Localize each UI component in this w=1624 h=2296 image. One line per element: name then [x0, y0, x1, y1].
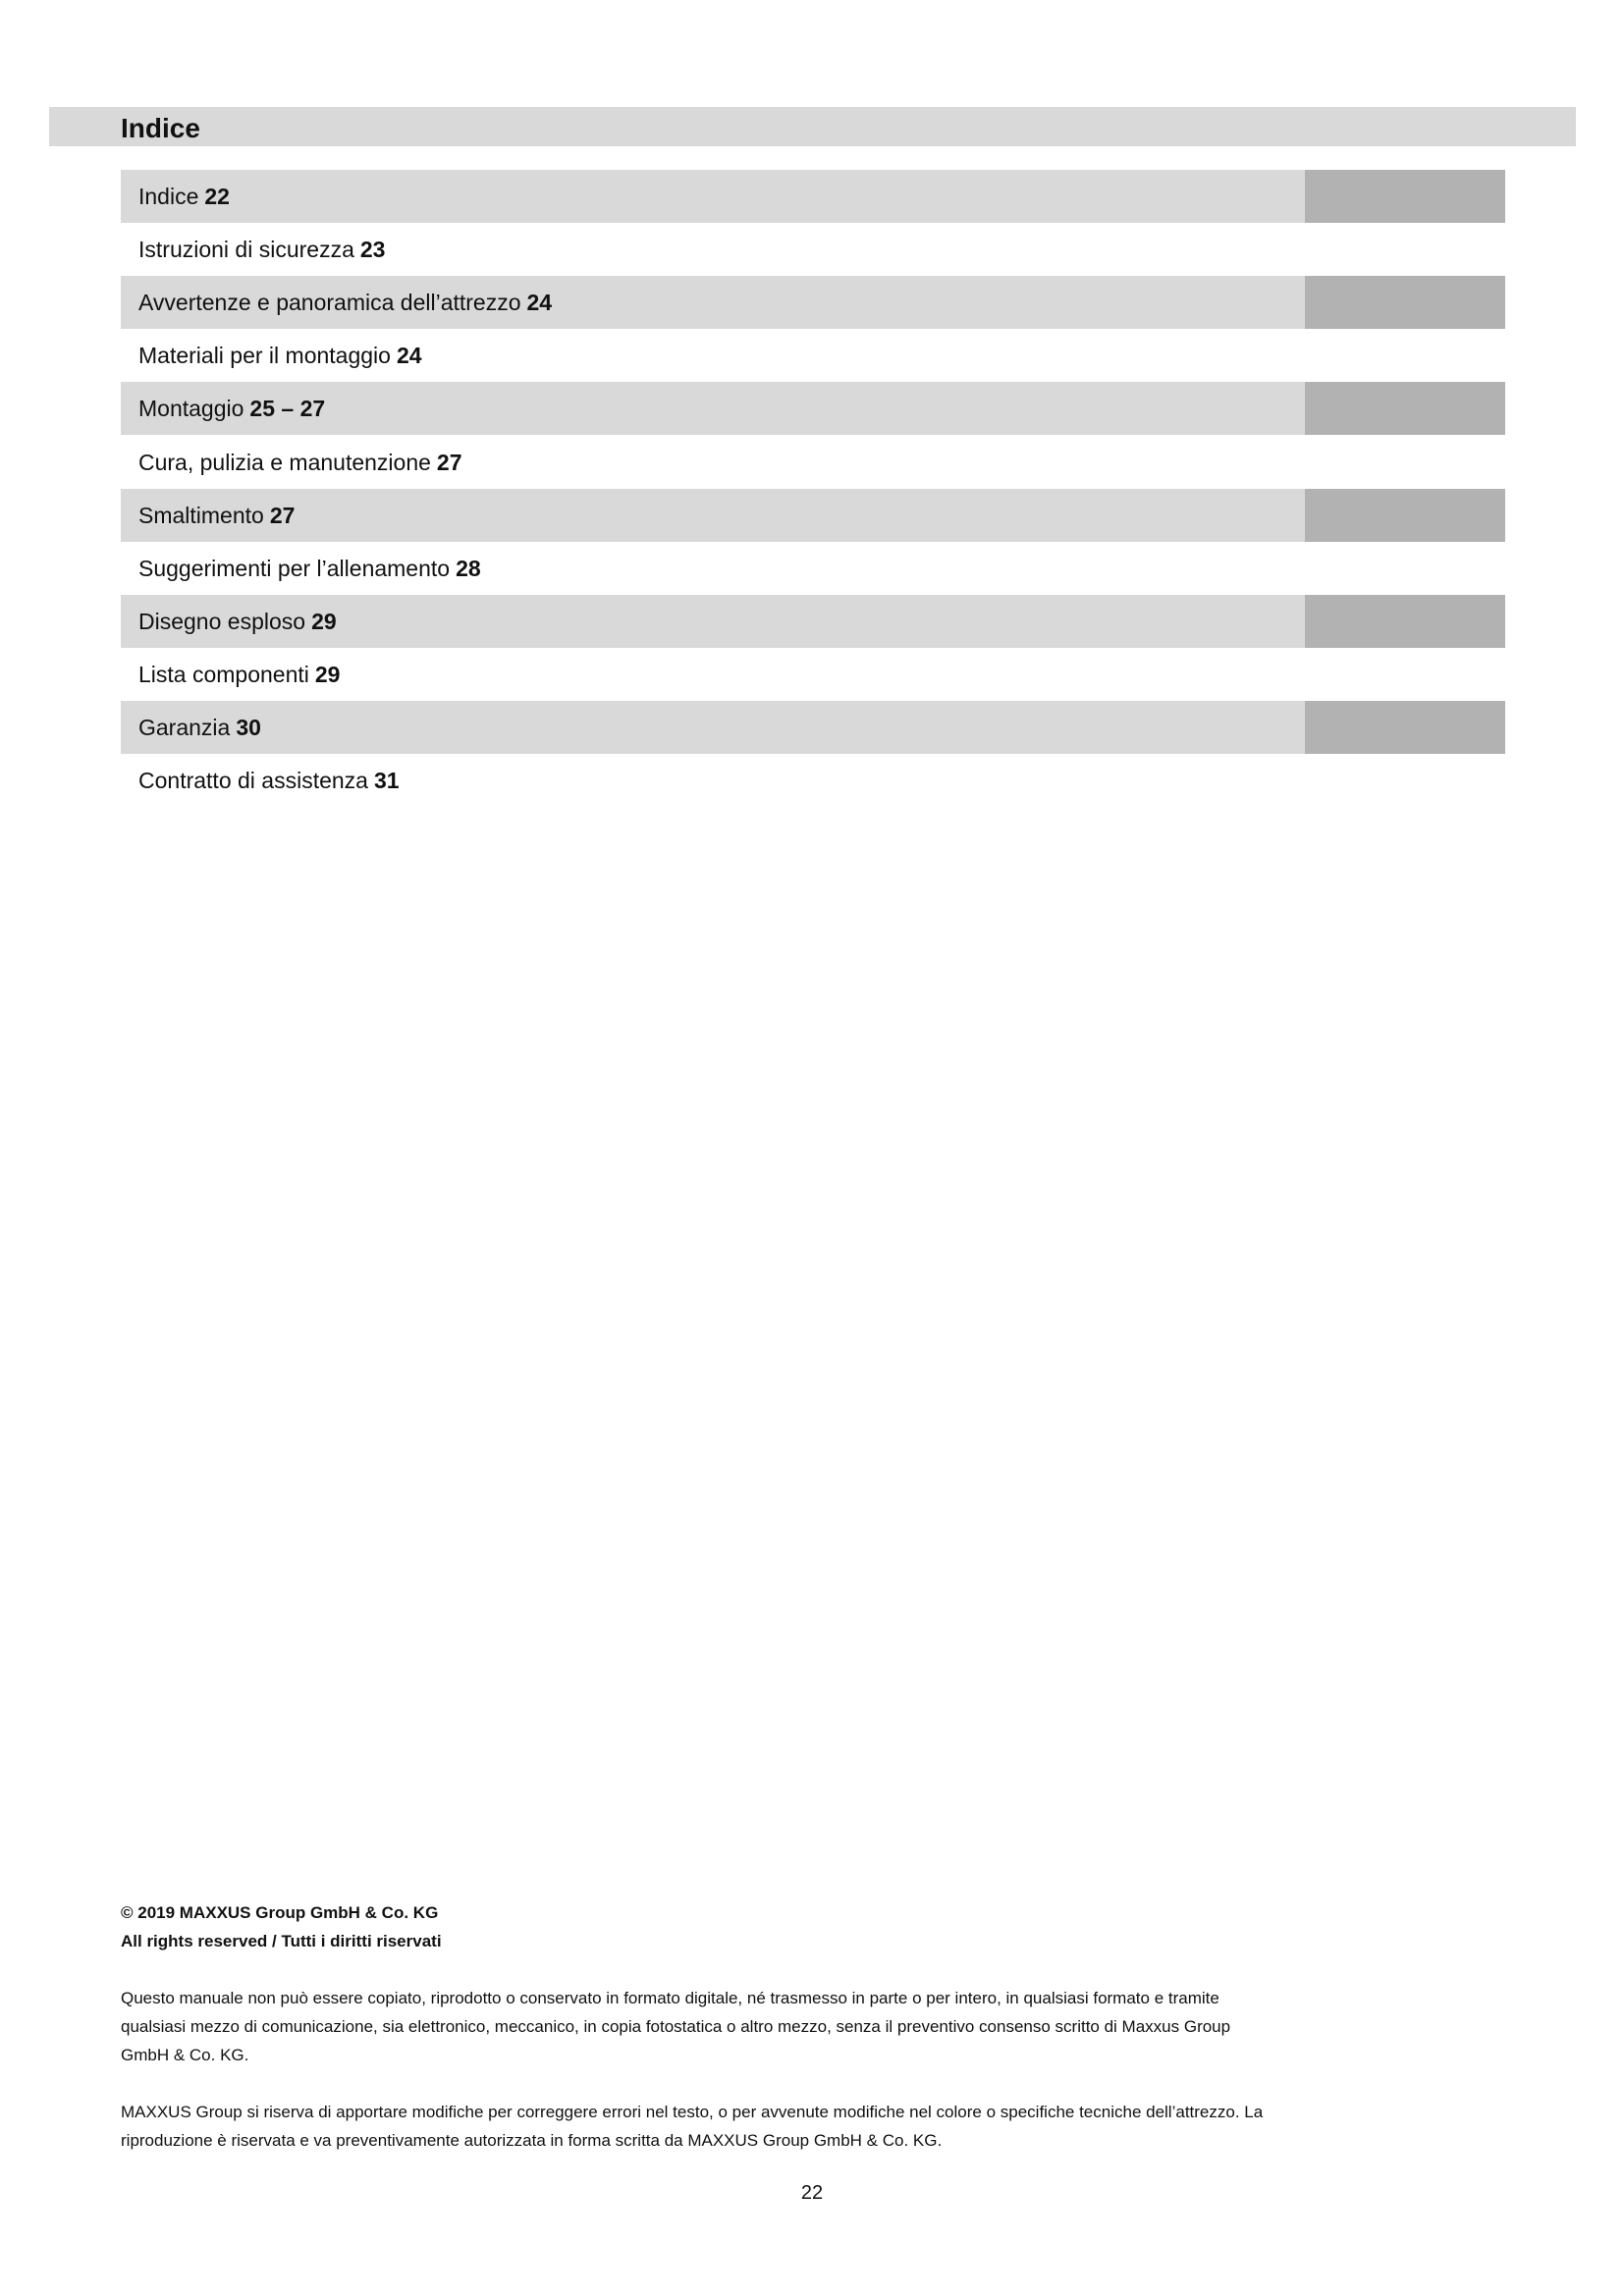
- toc-entry-page: 23: [359, 237, 386, 263]
- toc-row: [121, 489, 1505, 542]
- toc-entry-label: Montaggio 25 – 27: [138, 396, 326, 422]
- toc-entry-page: 27: [436, 449, 462, 475]
- copyright-line: © 2019 MAXXUS Group GmbH & Co. KG: [121, 1903, 439, 1922]
- toc-row: [121, 754, 1505, 807]
- toc-row: [121, 223, 1505, 276]
- toc-entry-page: 31: [373, 768, 400, 794]
- toc-entry-label: Disegno esploso 29: [138, 608, 337, 634]
- toc-entry-label: Smaltimento 27: [138, 502, 296, 528]
- toc-row: [121, 648, 1505, 701]
- legal-paragraph-changes: MAXXUS Group si riserva di apportare modifiche per correggere errori nel testo, o per avvenute modifiche nel colore o specifiche tecniche dell’attrezzo. La riproduzione è riservata e va preventivamente autorizzata in forma scritta da MAXXUS Group GmbH & Co. KG.: [121, 2103, 1264, 2150]
- toc-row: [121, 595, 1505, 648]
- toc-entry-page: 30: [236, 714, 261, 740]
- toc-row-tab: [1305, 701, 1505, 754]
- toc-entry-page: 29: [314, 661, 341, 687]
- toc-entry-label: Materiali per il montaggio 24: [138, 343, 422, 369]
- toc-row: [121, 170, 1505, 223]
- toc-row: [121, 382, 1505, 435]
- toc-row: [121, 701, 1505, 754]
- header-band: [49, 107, 1576, 146]
- table-of-contents: [121, 170, 1505, 807]
- toc-row-tab: [1305, 382, 1505, 435]
- toc-row: [121, 435, 1505, 488]
- toc-row-tab: [1305, 595, 1505, 648]
- toc-row: [121, 329, 1505, 382]
- toc-entry-page: 28: [456, 555, 481, 581]
- legal-footer: [121, 1898, 1279, 2155]
- toc-entry-label: Cura, pulizia e manutenzione 27: [138, 449, 462, 475]
- toc-row: [121, 542, 1505, 595]
- toc-row: [121, 276, 1505, 329]
- toc-entry-page: 29: [311, 608, 337, 634]
- toc-row-tab: [1305, 489, 1505, 542]
- toc-entry-page: 24: [526, 290, 553, 316]
- toc-entry-label: Istruzioni di sicurezza 23: [138, 237, 386, 263]
- toc-entry-label: Indice 22: [138, 184, 230, 210]
- toc-entry-page: 27: [269, 502, 296, 528]
- toc-entry-label: Avvertenze e panoramica dell’attrezzo 24: [138, 290, 553, 316]
- legal-paragraph-copy: Questo manuale non può essere copiato, riprodotto o conservato in formato digitale, né trasmesso in parte o per intero, in qualsiasi formato e tramite qualsiasi mezzo di comunicazione, sia elettronico, meccanico, in copia fotostatica o altro mezzo, senza il preventivo consenso scritto di Maxxus Group GmbH & Co. KG.: [121, 1989, 1231, 2064]
- toc-entry-page: 24: [396, 343, 422, 369]
- toc-entry-label: Contratto di assistenza 31: [138, 768, 400, 794]
- page-number: 22: [800, 2182, 824, 2204]
- toc-entry-label: Suggerimenti per l’allenamento 28: [138, 555, 481, 581]
- toc-entry-label: Garanzia 30: [138, 714, 261, 740]
- page-title: Indice: [121, 113, 200, 143]
- rights-line: All rights reserved / Tutti i diritti riservati: [121, 1932, 442, 1950]
- toc-row-tab: [1305, 276, 1505, 329]
- toc-entry-label: Lista componenti 29: [138, 661, 341, 687]
- toc-entry-page: 22: [204, 184, 230, 210]
- toc-entry-page: 25 – 27: [249, 396, 326, 422]
- toc-row-tab: [1305, 170, 1505, 223]
